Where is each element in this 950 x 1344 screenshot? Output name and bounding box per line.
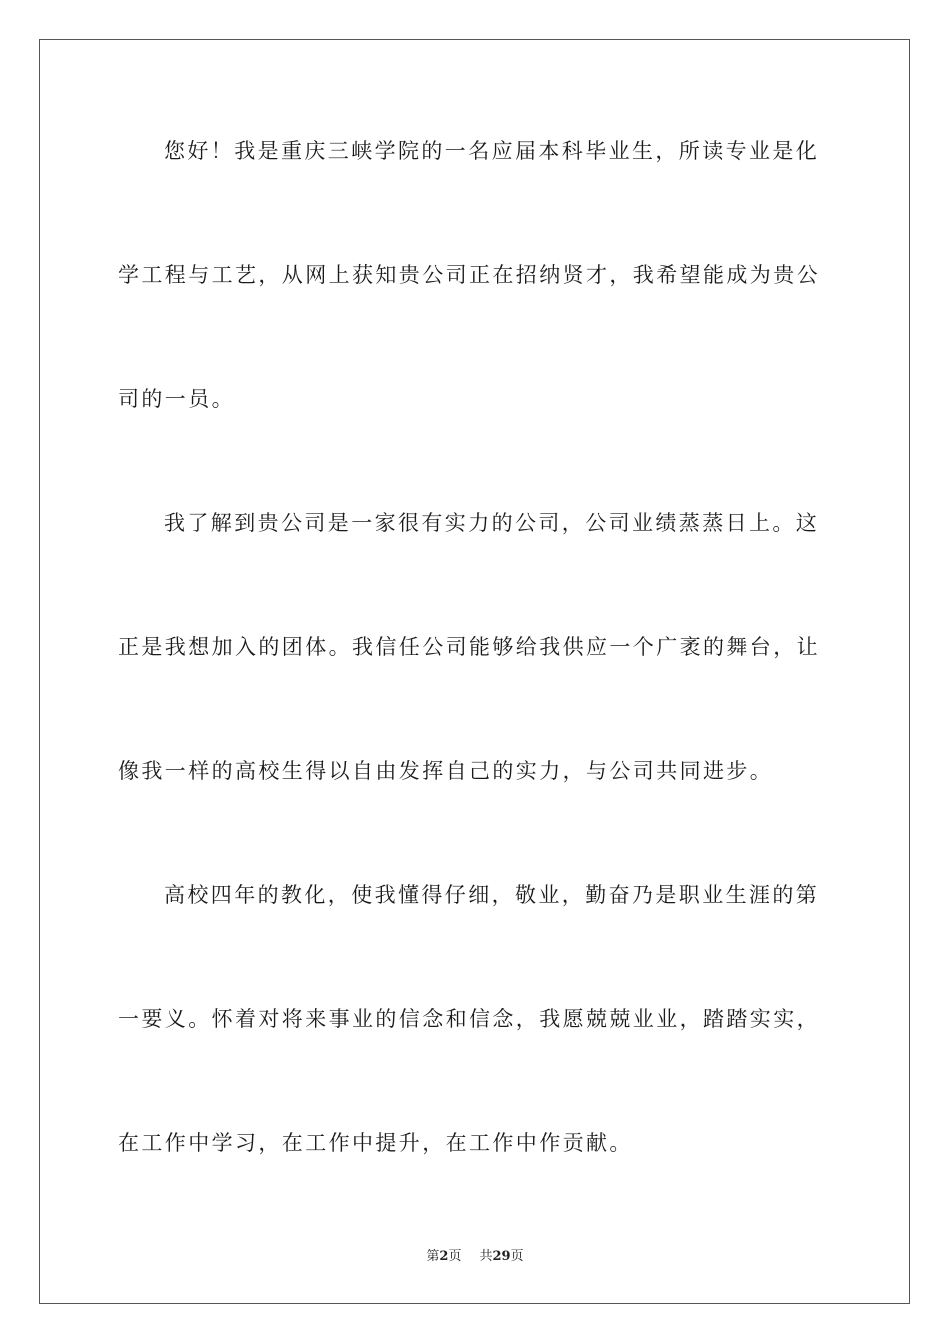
paragraph-3-line-1: 高校四年的教化，使我懂得仔细，敬业，勤奋乃是职业生涯的第 [164,883,820,907]
total-prefix: 共 [479,1249,493,1264]
total-pages: 29 [492,1249,511,1264]
page-frame [39,39,910,1304]
paragraph-1-line-1: 您好！我是重庆三峡学院的一名应届本科毕业生，所读专业是化 [164,139,820,163]
paragraph-3-line-3: 在工作中学习，在工作中提升，在工作中作贡献。 [118,1131,633,1155]
paragraph-2-line-1: 我了解到贵公司是一家很有实力的公司，公司业绩蒸蒸日上。这 [164,511,820,535]
page-footer [0,1248,950,1266]
paragraph-1-line-2: 学工程与工艺，从网上获知贵公司正在招纳贤才，我希望能成为贵公 [118,263,820,287]
page-current: 2 [439,1249,449,1264]
page-prefix: 第 [426,1249,440,1264]
paragraph-1-line-3: 司的一员。 [118,387,235,411]
paragraph-3-line-2: 一要义。怀着对将来事业的信念和信念，我愿兢兢业业，踏踏实实， [118,1007,820,1031]
page-unit: 页 [448,1249,462,1264]
paragraph-2-line-3: 像我一样的高校生得以自由发挥自己的实力，与公司共同进步。 [118,759,774,783]
total-unit: 页 [510,1249,524,1264]
paragraph-2-line-2: 正是我想加入的团体。我信任公司能够给我供应一个广袤的舞台，让 [118,635,820,659]
